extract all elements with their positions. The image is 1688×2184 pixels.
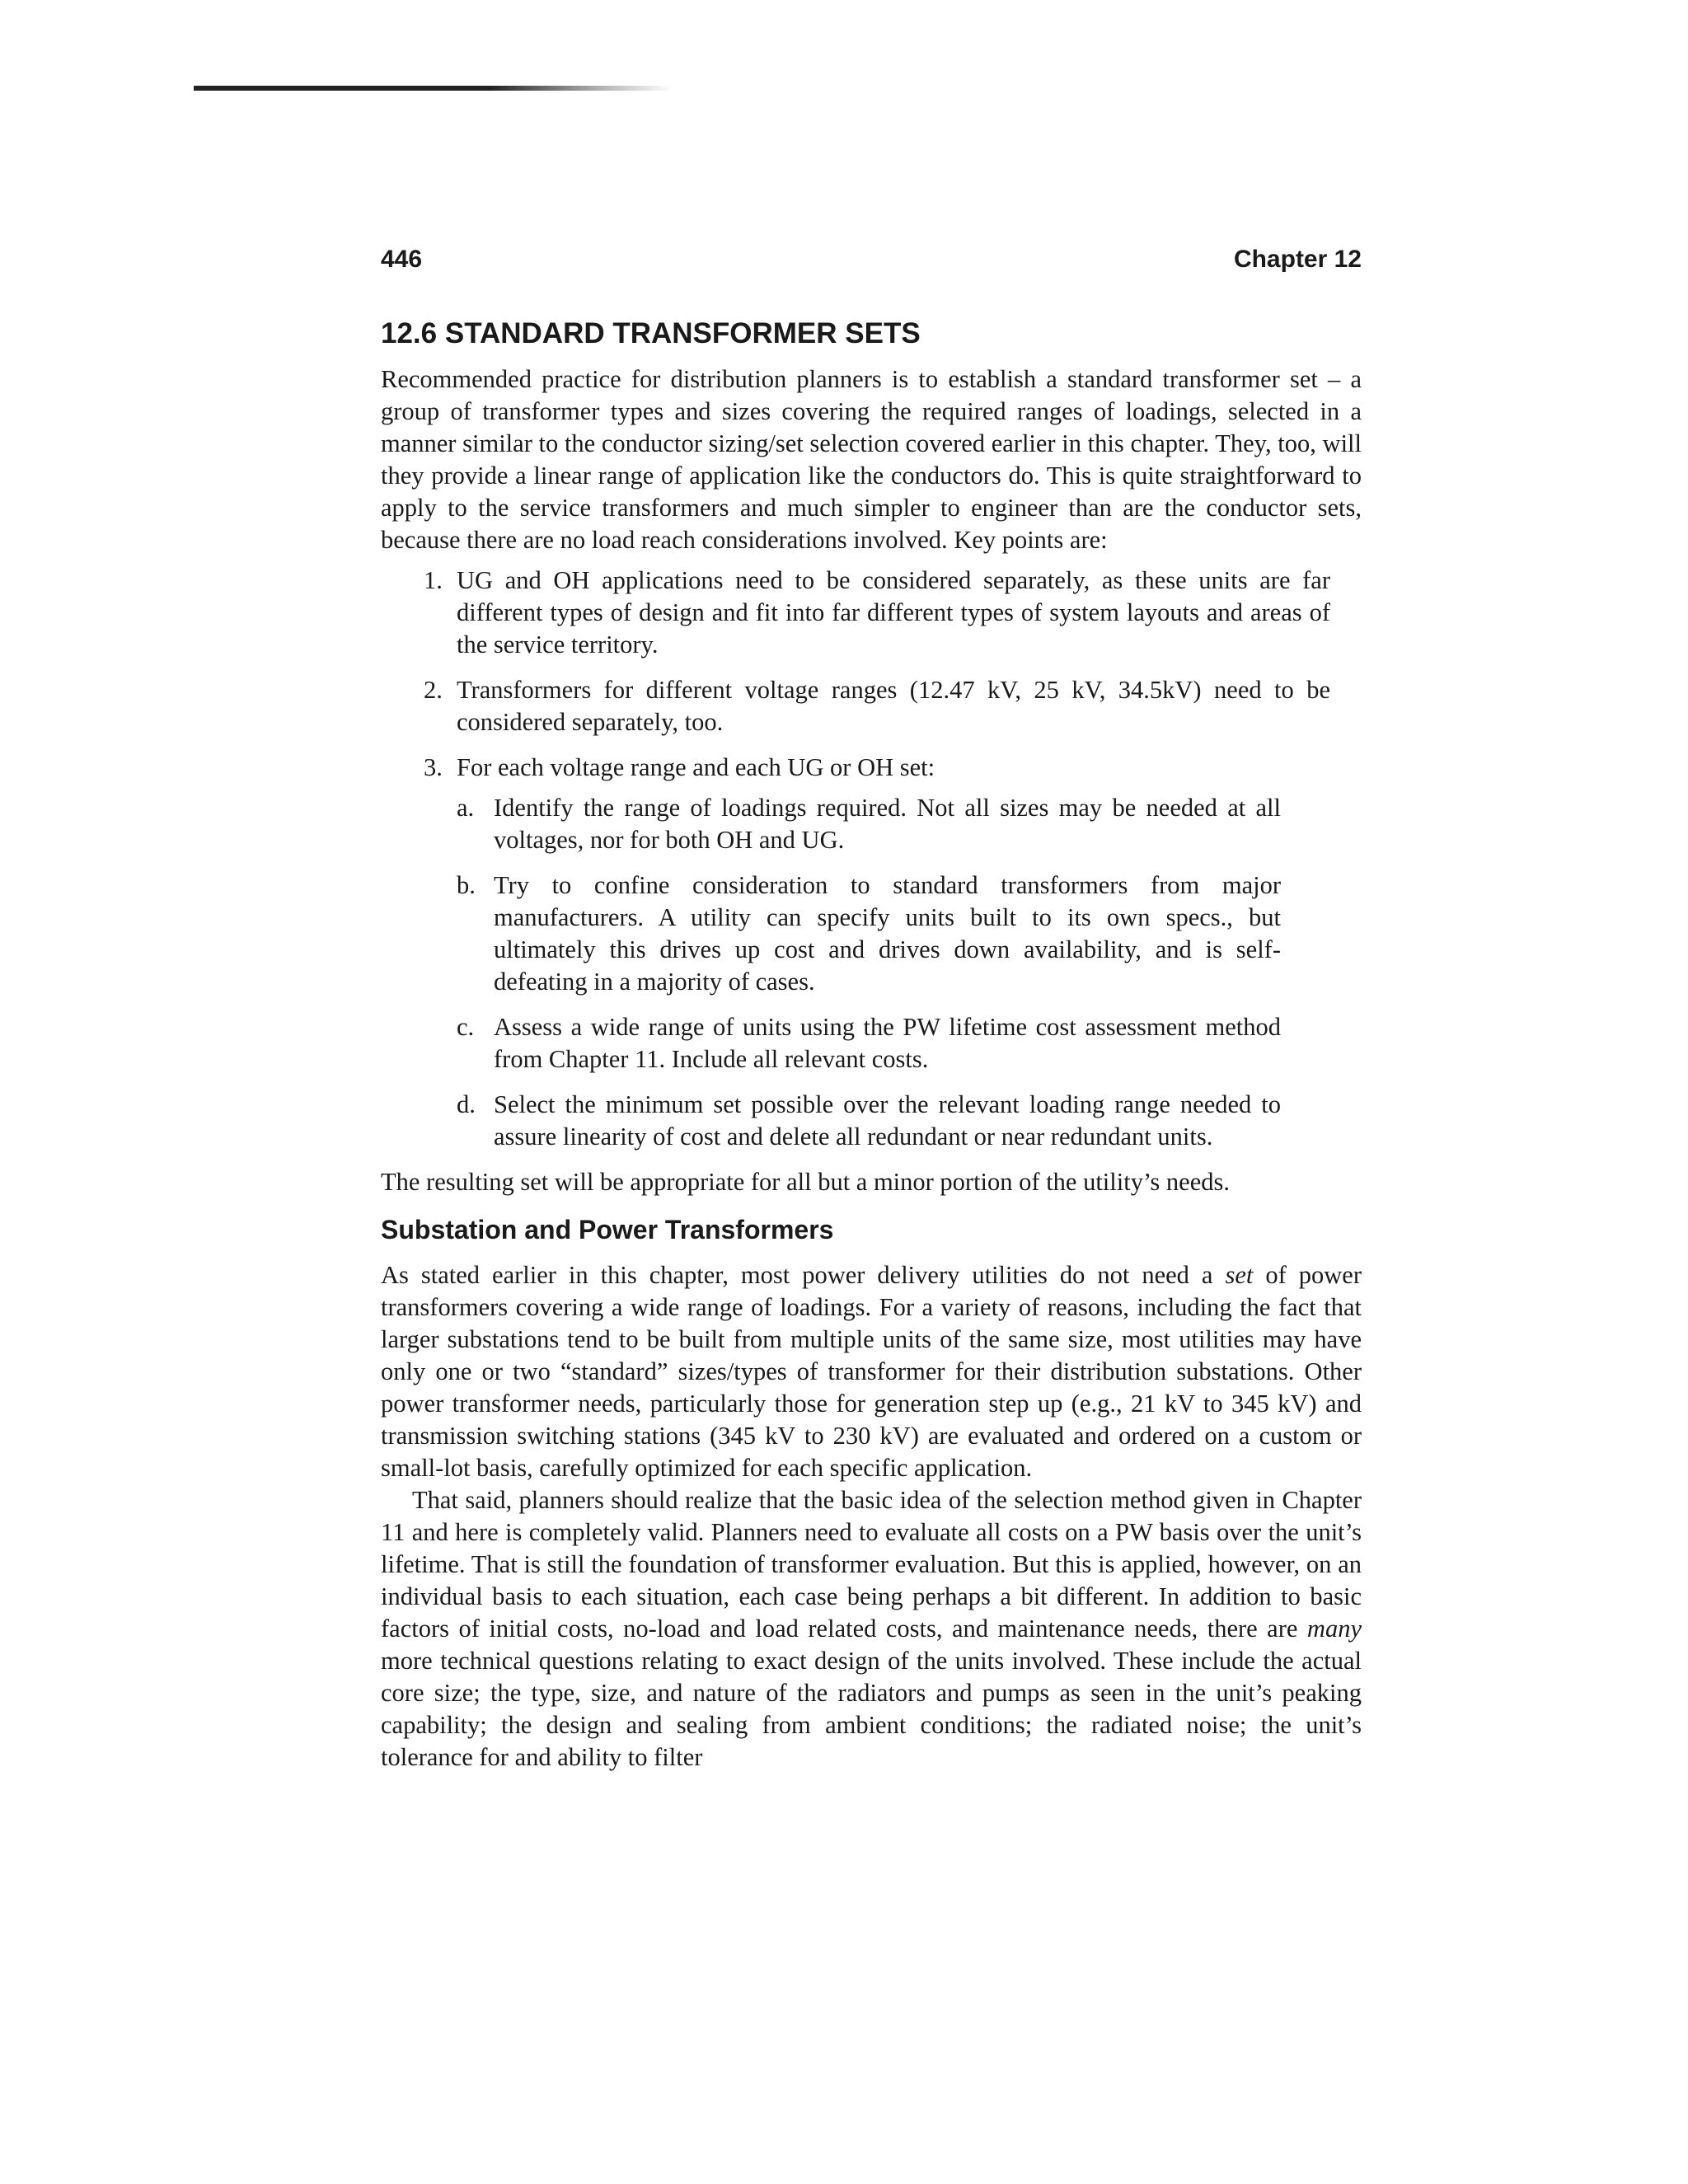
running-head: [381, 243, 1362, 276]
sub-point-letter: b.: [457, 871, 476, 899]
emphasis-text: many: [1306, 1615, 1362, 1643]
sub-point-letter: d.: [457, 1090, 476, 1118]
sub-point-letter: c.: [457, 1013, 475, 1041]
key-point-number: 3.: [424, 753, 443, 781]
page-number: 446: [381, 246, 423, 273]
chapter-label: Chapter 12: [1233, 246, 1362, 273]
sub-point-text: Identify the range of loadings required. Not all sizes may be needed at all voltages, nor for both OH and UG.: [494, 794, 1281, 854]
emphasis-text: set: [1225, 1261, 1254, 1289]
paragraph-text: That said, planners should realize that the basic idea of the selection method given in Chapter 11 and here is completely valid. Planners need to evaluate all costs on a PW basis over the unit’s lifetime. That is still the foundation of transformer evaluation. But this is applied, however, on an individual basis to each situation, each case being perhaps a bit different. In addition to basic factors of initial costs, no-load and load related costs, and maintenance needs, there are: [381, 1486, 1362, 1643]
sub-point-c: [457, 1011, 1330, 1076]
sub-point-a: [457, 792, 1330, 856]
key-point-text: Transformers for different voltage ranges (12.47 kV, 25 kV, 34.5kV) need to be considered separately, too.: [457, 676, 1330, 736]
section-heading: 12.6 STANDARD TRANSFORMER SETS: [381, 317, 921, 349]
top-rule: [194, 86, 672, 91]
body-paragraph-2: [381, 1484, 1362, 1774]
key-point-2: [424, 674, 1362, 738]
key-point-text: UG and OH applications need to be considered separately, as these units are far different types of design and fit into far different types of system layouts and areas of the service territory.: [457, 566, 1330, 658]
subsection-heading: Substation and Power Transformers: [381, 1215, 834, 1244]
conclusion-paragraph: The resulting set will be appropriate for all but a minor portion of the utility’s needs.: [381, 1168, 1230, 1196]
sub-point-b: [457, 869, 1330, 998]
key-point-number: 1.: [424, 566, 443, 594]
key-point-text: For each voltage range and each UG or OH set:: [457, 753, 935, 781]
intro-paragraph: Recommended practice for distribution planners is to establish a standard transformer set – a group of transformer types and sizes covering the required ranges of loadings, selected in a manner similar to the conductor sizing/set selection covered earlier in this chapter. They, too, will they provide a linear range of application like the conductors do. This is quite straightforward to apply to the service transformers and much simpler to engineer than are the conductor sets, because there are no load reach considerations involved. Key points are:: [381, 365, 1362, 554]
page: [381, 243, 1362, 1774]
sub-points-list: [457, 792, 1330, 1153]
sub-point-text: Select the minimum set possible over the relevant loading range needed to assure linearity of cost and delete all redundant or near redundant units.: [494, 1090, 1281, 1151]
paragraph-text: more technical questions relating to exact design of the units involved. These include the actual core size; the type, size, and nature of the radiators and pumps as seen in the unit’s peaking capability; the design and sealing from ambient conditions; the radiated noise; the unit’s tolerance for and ability to filter: [381, 1647, 1362, 1771]
key-point-1: [424, 565, 1362, 661]
body-paragraph-1: [381, 1259, 1362, 1484]
key-points-list: [381, 565, 1362, 1153]
paragraph-text: As stated earlier in this chapter, most power delivery utilities do not need a: [381, 1261, 1226, 1289]
sub-point-text: Try to confine consideration to standard transformers from major manufacturers. A utility can specify units built to its own specs., but ultimately this drives up cost and drives down availability, and is self-defeating in a majority of cases.: [494, 871, 1281, 996]
paragraph-text: of power transformers covering a wide range of loadings. For a variety of reasons, including the fact that larger substations tend to be built from multiple units of the same size, most utilities may have only one or two “standard” sizes/types of transformer for their distribution substations. Other power transformer needs, particularly those for generation step up (e.g., 21 kV to 345 kV) and transmission switching stations (345 kV to 230 kV) are evaluated and ordered on a custom or small-lot basis, carefully optimized for each specific application.: [381, 1261, 1362, 1482]
sub-point-d: [457, 1089, 1330, 1153]
sub-point-text: Assess a wide range of units using the PW lifetime cost assessment method from Chapter 11. Include all relevant costs.: [494, 1013, 1281, 1073]
key-point-3: [424, 752, 1362, 1153]
key-point-number: 2.: [424, 676, 443, 704]
sub-point-letter: a.: [457, 794, 475, 822]
